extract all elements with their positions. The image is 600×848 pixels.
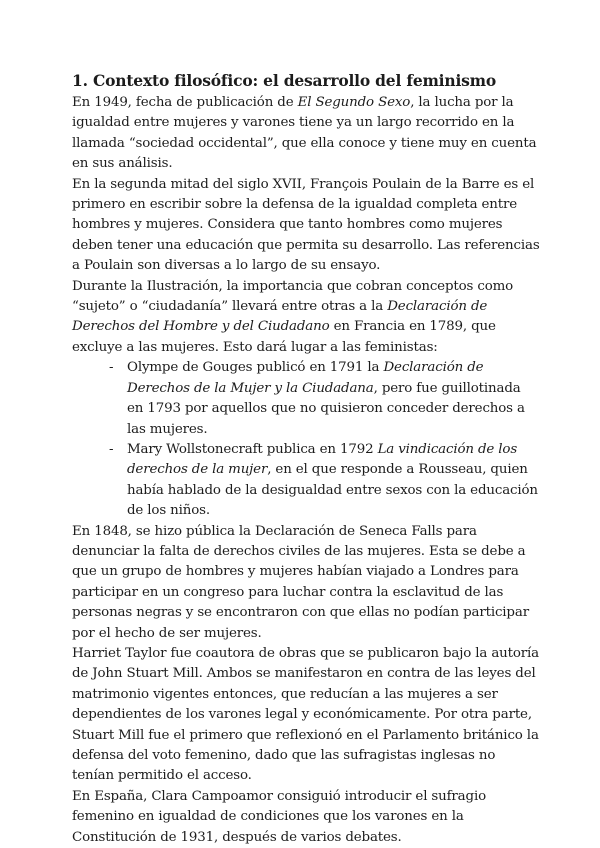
list-item-text-a: Olympe de Gouges publicó en 1791 la (127, 360, 384, 376)
paragraph-1 (72, 93, 540, 175)
declaration-title: Declaración de Derechos del Hombre y del Ciudadano (72, 299, 488, 335)
paragraph-3-text-b: en Francia en 1789, que excluye a las mujeres. Esto dará lugar a las feministas: (72, 319, 496, 355)
list-item-title: Declaración de Derechos de la Mujer y la Ciudadana (127, 360, 484, 396)
dash-bullet: - (109, 441, 114, 457)
list-item-text-b: , pero fue guillotinada en 1793 por aquellos que no quisieron conceder derechos a las mujeres. (127, 380, 525, 437)
paragraph-3 (72, 277, 540, 359)
list-item (109, 358, 540, 440)
list-item (109, 440, 540, 522)
paragraph-6: En España, Clara Campoamor consiguió introducir el sufragio femenino en igualdad de condiciones que los varones en la Constitución de 1931, después de varios debates. (72, 788, 486, 845)
paragraph-4: En 1848, se hizo pública la Declaración de Seneca Falls para denunciar la falta de derechos civiles de las mujeres. Esta se debe a que un grupo de hombres y mujeres habían viajado a Londres para participar en un congreso para luchar contra la esclavitud de las personas negras y se encontraron con que ellas no podían participar por el hecho de ser mujeres. (72, 523, 529, 641)
list-item-title: La vindicación de los derechos de la mujer (127, 441, 518, 478)
book-title-segundo-sexo: El Segundo Sexo (297, 95, 411, 110)
list-item-text-b: , en el que responde a Rousseau, quien había hablado de la desigualdad entre sexos con la educación de los niños. (127, 462, 538, 519)
list-item-text-a: Mary Wollstonecraft publica en 1792 (127, 441, 378, 457)
paragraph-3-text-a: Durante la Ilustración, la importancia que cobran conceptos como “sujeto” o “ciudadanía” llevará entre otras a la (72, 278, 514, 315)
paragraph-1-text-b: , la lucha por la igualdad entre mujeres y varones tiene ya un largo recorrido en la llamada “sociedad occidental”, que ella conoce y tiene muy en cuenta en sus análisis. (72, 95, 537, 172)
feminists-list (72, 358, 540, 521)
dash-bullet: - (109, 360, 114, 376)
paragraph-1-text-a: En 1949, fecha de publicación de (72, 95, 298, 110)
paragraph-5: Harriet Taylor fue coautora de obras que se publicaron bajo la autoría de John Stuart Mill. Ambos se manifestaron en contra de las leyes del matrimonio vigentes entonces, que reducían a las mujeres a ser dependientes de los varones legal y económicamente. Por otra parte, Stuart Mill fue el primero que reflexionó en el Parlamento británico la defensa del voto femenino, dado que las sufragistas inglesas no tenían permitido el acceso. (72, 645, 540, 784)
paragraph-2: En la segunda mitad del siglo XVII, François Poulain de la Barre es el primero en escribir sobre la defensa de la igualdad completa entre hombres y mujeres. Considera que tanto hombres como mujeres deben tener una educación que permita su desarrollo. Las referencias a Poulain son diversas a lo largo de su ensayo. (72, 176, 540, 274)
section-heading: 1. Contexto filosófico: el desarrollo del feminismo (72, 71, 496, 90)
